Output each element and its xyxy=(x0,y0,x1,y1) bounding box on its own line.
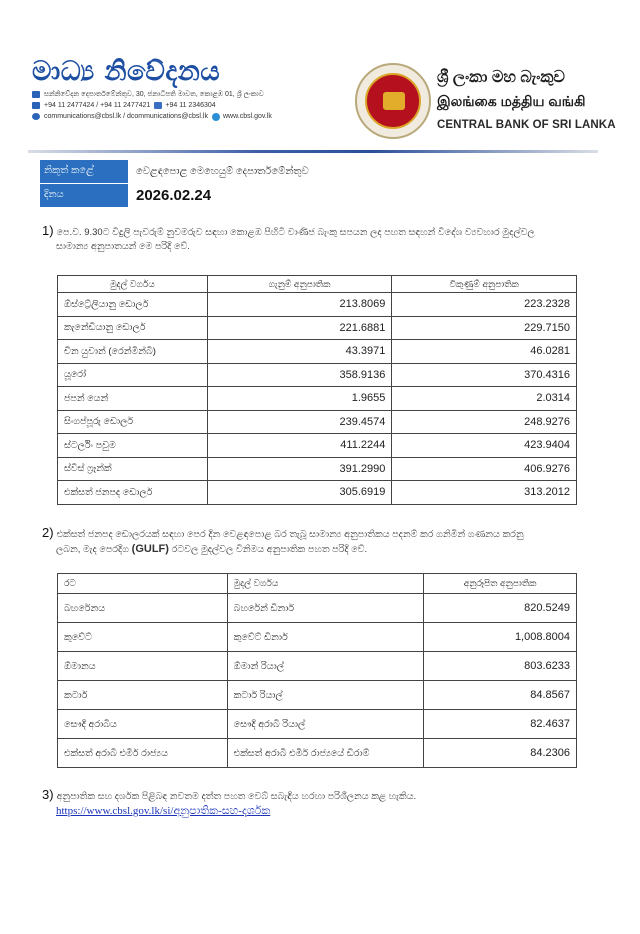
buy-rate-cell: 239.4574 xyxy=(207,410,392,434)
table-row xyxy=(58,316,577,340)
sell-rate-cell: 223.2328 xyxy=(392,293,577,317)
rate-cell: 82.4637 xyxy=(424,710,577,739)
section-1-line-2: සාමාන්‍ය අනුපාතයන් මෙ පරිදි වේ. xyxy=(56,241,190,252)
date-row xyxy=(40,184,309,207)
currency-cell: ස්විස් ෆ්‍රෑන්ක් xyxy=(58,457,208,481)
currency-cell: ඕස්ට්‍රේලියානු ඩොලර් xyxy=(58,293,208,317)
table-row xyxy=(58,387,577,411)
currency-cell: ජපන් යෙන් xyxy=(58,387,208,411)
section-2-line-1: එක්සත් ජනපද ඩොලරයක් සඳහා පෙර දින වෙළඳපොළ බර තැබූ සාමාන්‍ය අනුපාතිකය පදනම් කර ගනිමින් ගණනය කරනු xyxy=(56,529,524,540)
country-cell: බහරේනය xyxy=(58,594,228,623)
bank-name-sinhala: ශ්‍රී ලංකා මහ බැංකුව xyxy=(437,69,565,86)
country-cell: කුවේට් xyxy=(58,623,228,652)
exchange-rates-table xyxy=(57,275,577,505)
sell-rate-cell: 406.9276 xyxy=(392,457,577,481)
issued-by-value: වෙළඳපොළ මෙහෙයුම් දෙපාර්තමේන්තුව xyxy=(136,166,309,177)
section-3-text xyxy=(42,788,587,819)
website-text: www.cbsl.gov.lk xyxy=(223,113,272,120)
section-3-link-wrap xyxy=(42,804,587,819)
currency-cell: එක්සත් අරාබි එමීර් රාජ්‍යයේ ඩිරාම් xyxy=(227,739,424,768)
contact-line xyxy=(32,111,330,122)
sell-rate-cell: 423.9404 xyxy=(392,434,577,458)
buy-rate-cell: 43.3971 xyxy=(207,340,392,364)
currency-cell: කැනේඩියානු ඩොලර් xyxy=(58,316,208,340)
letterhead-left xyxy=(30,55,330,122)
globe-icon xyxy=(212,113,220,121)
rate-cell: 820.5249 xyxy=(424,594,577,623)
letterhead xyxy=(30,55,616,147)
table-row xyxy=(58,410,577,434)
header-currency: මුදල් වර්ගය xyxy=(58,276,208,293)
sell-rate-cell: 2.0314 xyxy=(392,387,577,411)
rate-cell: 803.6233 xyxy=(424,652,577,681)
header-divider xyxy=(28,150,598,153)
buy-rate-cell: 411.2244 xyxy=(207,434,392,458)
rate-cell: 84.8567 xyxy=(424,681,577,710)
gulf-rates-table xyxy=(57,573,577,768)
country-cell: සෞදි අරාබිය xyxy=(58,710,228,739)
section-3-number: 3) xyxy=(42,787,54,802)
lion-emblem-icon xyxy=(383,92,405,110)
section-2-number: 2) xyxy=(42,525,54,540)
table-header-row xyxy=(58,574,577,594)
sell-rate-cell: 313.2012 xyxy=(392,481,577,505)
country-cell: එක්සත් අරාබි එමීර් රාජ්‍යය xyxy=(58,739,228,768)
header-currency: මුදල් වර්ගය xyxy=(227,574,424,594)
buy-rate-cell: 213.8069 xyxy=(207,293,392,317)
buy-rate-cell: 1.9655 xyxy=(207,387,392,411)
buy-rate-cell: 305.6919 xyxy=(207,481,392,505)
currency-cell: සෞදි අරාබි රියාල් xyxy=(227,710,424,739)
issued-by-label: නිකුත් කළේ xyxy=(40,160,128,183)
buy-rate-cell: 391.2990 xyxy=(207,457,392,481)
email-text: communications@cbsl.lk / dcommunications@cbsl.lk xyxy=(44,113,208,120)
currency-cell: කුවේට් ඩිනාර් xyxy=(227,623,424,652)
table-header-row xyxy=(58,276,577,293)
date-value: 2026.02.24 xyxy=(136,187,212,204)
currency-cell: එක්සත් ජනපද ඩොලර් xyxy=(58,481,208,505)
gulf-label: (GULF) xyxy=(131,543,169,555)
sell-rate-cell: 370.4316 xyxy=(392,363,577,387)
bank-branding xyxy=(355,63,616,143)
currency-cell: කටාර් රියාල් xyxy=(227,681,424,710)
buy-rate-cell: 358.9136 xyxy=(207,363,392,387)
address-line xyxy=(32,89,330,100)
header-buying-rate: ගැනුම් අනුපාතික xyxy=(207,276,392,293)
table-row xyxy=(58,293,577,317)
cbsl-seal-logo xyxy=(355,63,431,139)
table-row xyxy=(58,710,577,739)
header-country: රට xyxy=(58,574,228,594)
fax-icon xyxy=(154,102,162,109)
issued-by-row xyxy=(40,160,309,183)
section-3-line-1: අනුපාතික සහ දර්ශක පිළිබඳ නවතම දත්ත පහත වෙබ් සබැඳිය හරහා පරිශීලනය කළ හැකිය. xyxy=(56,791,417,802)
section-1-line-1: පෙ.ව. 9.30ට විදුලි පැවරුම් නුවමරුව සඳහා කොළඹ පිහිටි වාණිජ බැංකු සපයන ලද පහත සඳහන් විදේශ ව්‍යවහාර මුදල්වල xyxy=(56,227,535,238)
date-label: දිනය xyxy=(40,184,128,207)
buy-rate-cell: 221.6881 xyxy=(207,316,392,340)
rates-indices-link[interactable]: https://www.cbsl.gov.lk/si/අනුපාතික-සහ-දර්ශක xyxy=(56,805,271,817)
currency-cell: බහරේන් ඩිනාර් xyxy=(227,594,424,623)
section-2-line-2-post: රටවල මුදල්වල විනිමය අනුපාතික පහත පරිදි වේ. xyxy=(168,544,368,555)
address-text: සන්නිවේදන දෙපාර්තමේන්තුව, 30, ජනාධිපති මාවත, කොළඹ 01, ශ්‍රී ලංකාව xyxy=(44,90,264,98)
header-cross-rate: අනුරූපිත අනුපාතික xyxy=(424,574,577,594)
sell-rate-cell: 46.0281 xyxy=(392,340,577,364)
country-cell: කටාර් xyxy=(58,681,228,710)
table-row xyxy=(58,434,577,458)
currency-cell: ස්ටර්ලිං පවුම xyxy=(58,434,208,458)
section-1-text xyxy=(42,224,587,254)
release-meta xyxy=(40,160,309,208)
mail-icon xyxy=(32,91,40,98)
currency-cell: චීන යුවාන් (රෙන්මින්බි) xyxy=(58,340,208,364)
rate-cell: 84.2306 xyxy=(424,739,577,768)
table-row xyxy=(58,363,577,387)
bank-name-tamil: இலங்கை மத்திய வங்கி xyxy=(437,93,586,109)
country-cell: ඕමානය xyxy=(58,652,228,681)
bank-name-english: CENTRAL BANK OF SRI LANKA xyxy=(437,119,616,131)
table-row xyxy=(58,652,577,681)
table-row xyxy=(58,481,577,505)
fax-text: +94 11 2346304 xyxy=(165,102,216,109)
table-row xyxy=(58,340,577,364)
table-row xyxy=(58,681,577,710)
currency-cell: සිංගප්පූරු ඩොලර් xyxy=(58,410,208,434)
sell-rate-cell: 229.7150 xyxy=(392,316,577,340)
phone-text: +94 11 2477424 / +94 11 2477421 xyxy=(44,102,151,109)
table-row xyxy=(58,623,577,652)
section-1-number: 1) xyxy=(42,223,54,238)
sell-rate-cell: 248.9276 xyxy=(392,410,577,434)
phone-icon xyxy=(32,102,40,109)
section-2-text xyxy=(42,526,587,557)
rate-cell: 1,008.8004 xyxy=(424,623,577,652)
header-selling-rate: විකුණුම් අනුපාතික xyxy=(392,276,577,293)
table-row xyxy=(58,739,577,768)
phone-line xyxy=(32,100,330,111)
section-2-line-2 xyxy=(42,542,587,557)
section-2-line-2-pre: ලබන, මැද පෙරදිග xyxy=(56,544,132,555)
media-release-title: මාධ්‍ය නිවේදනය xyxy=(32,56,221,87)
seal-ring xyxy=(365,73,421,129)
currency-cell: ඕමාන් රියාල් xyxy=(227,652,424,681)
table-row xyxy=(58,457,577,481)
currency-cell: යූරෝ xyxy=(58,363,208,387)
email-icon xyxy=(32,113,40,120)
table-row xyxy=(58,594,577,623)
